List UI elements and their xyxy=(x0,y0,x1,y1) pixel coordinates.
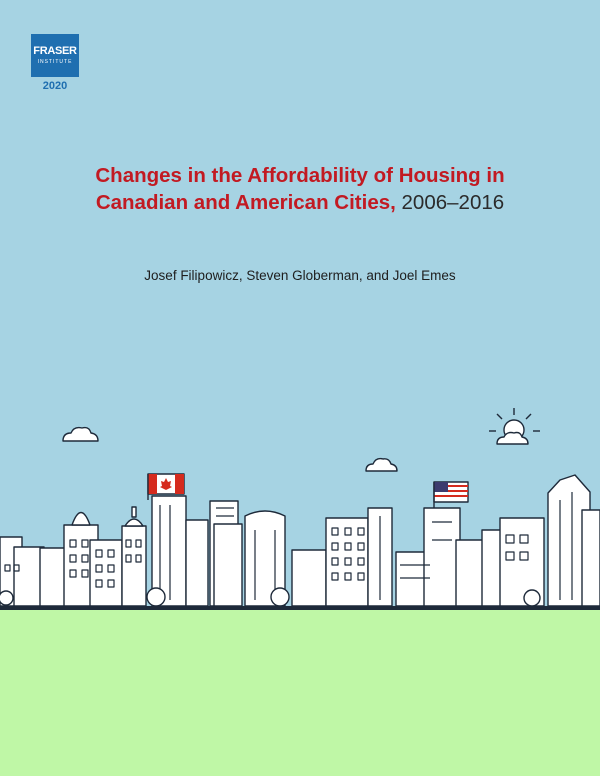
title-line-2 xyxy=(40,189,560,216)
report-title xyxy=(40,162,560,216)
logo-badge xyxy=(31,34,79,77)
city-skyline-illustration xyxy=(0,400,600,610)
logo-name: FRASER xyxy=(33,45,77,57)
usa-flag-icon xyxy=(434,482,468,508)
cloud-icon xyxy=(366,459,397,471)
publication-year: 2020 xyxy=(42,80,68,92)
title-line-2-text: Canadian and American Cities, xyxy=(95,191,396,214)
title-years: 2006–2016 xyxy=(401,191,505,214)
sun-behind-cloud-icon xyxy=(489,408,540,444)
buildings xyxy=(0,475,600,606)
logo-subtitle: INSTITUTE xyxy=(37,59,73,65)
cloud-icon xyxy=(63,428,98,441)
fraser-institute-logo xyxy=(29,34,81,92)
title-line-1: Changes in the Affordability of Housing in xyxy=(95,164,505,187)
ground xyxy=(0,610,600,776)
authors: Josef Filipowicz, Steven Globerman, and Joel Emes xyxy=(144,268,456,283)
